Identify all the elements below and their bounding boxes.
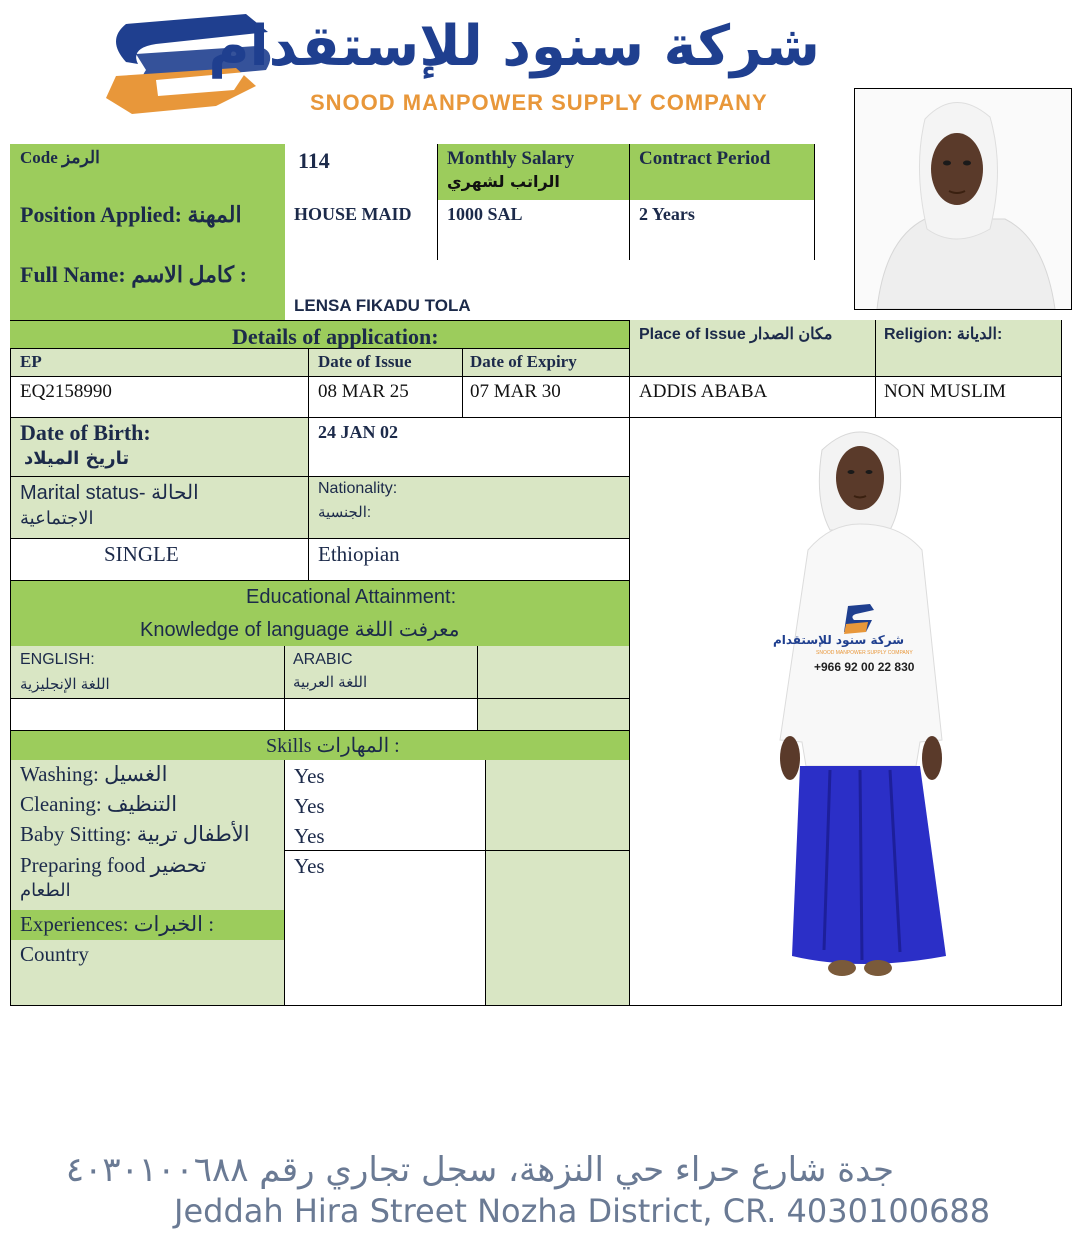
skill-preparing-food-value: Yes	[294, 854, 325, 878]
marital-label-arabic: الاجتماعية	[20, 508, 94, 528]
religion-label: Religion: الديانة:	[884, 326, 1003, 343]
contract-value: 2 Years	[639, 204, 695, 224]
expiry-date-label: Date of Expiry	[470, 352, 577, 371]
language-blank-right	[478, 698, 630, 730]
education-title: Educational Attainment:	[246, 586, 457, 608]
salary-value: 1000 SAL	[447, 204, 523, 224]
footer-address-english: Jeddah Hira Street Nozha District, CR. 4030100688	[174, 1192, 991, 1230]
dob-label: Date of Birth:	[20, 420, 151, 445]
skill-cleaning-value: Yes	[294, 794, 325, 818]
skill-preparing-food-label-arabic: الطعام	[20, 880, 71, 901]
ep-label: EP	[20, 352, 42, 371]
ep-value: EQ2158990	[20, 381, 112, 402]
position-label: Position Applied: المهنة	[20, 202, 242, 227]
skills-title: Skills المهارات :	[266, 735, 400, 757]
monthly-salary-label: Monthly Salary	[447, 148, 575, 169]
full-body-photo	[770, 420, 950, 1000]
skill-baby-sitting-value: Yes	[294, 824, 325, 848]
headshot-photo	[854, 88, 1072, 310]
issue-date-label: Date of Issue	[318, 352, 412, 371]
arabic-label-arabic: اللغة العربية	[293, 674, 368, 691]
company-name-arabic: شركة سنود للإستقدام	[208, 14, 820, 79]
place-issue-value: ADDIS ABABA	[639, 381, 768, 402]
nationality-label-arabic: الجنسية:	[318, 504, 372, 521]
shirt-phone: +966 92 00 22 830	[814, 660, 915, 674]
code-value: 114	[298, 148, 330, 173]
skill-washing-label: Washing: الغسيل	[20, 762, 168, 786]
skill-cleaning-label: Cleaning: التنظيف	[20, 792, 178, 816]
skill-baby-sitting-label: Baby Sitting: الأطفال تربية	[20, 822, 250, 846]
company-name-english: SNOOD MANPOWER SUPPLY COMPANY	[310, 90, 768, 115]
footer-address-arabic: جدة شارع حراء حي النزهة، سجل تجاري رقم ٤٠٣٠١٠٠٦٨٨	[65, 1150, 894, 1190]
language-title: Knowledge of language معرفت اللغة	[140, 619, 460, 641]
shirt-company-english: SNOOD MANPOWER SUPPLY COMPANY	[816, 650, 913, 656]
skills-right-column	[486, 760, 630, 1005]
arabic-label: ARABIC	[293, 651, 353, 668]
monthly-salary-label-arabic: الراتب لشهري	[447, 172, 560, 191]
experiences-label: Experiences: الخبرات :	[20, 912, 215, 936]
dob-label-arabic: تاريخ الميلاد	[24, 448, 130, 469]
skill-washing-value: Yes	[294, 764, 325, 788]
marital-label: Marital status- الحالة	[20, 482, 199, 504]
position-value: HOUSE MAID	[294, 204, 412, 224]
english-label: ENGLISH:	[20, 651, 95, 668]
contract-period-label: Contract Period	[639, 148, 771, 169]
dob-value: 24 JAN 02	[318, 422, 398, 442]
religion-value: NON MUSLIM	[884, 381, 1006, 402]
nationality-label: Nationality:	[318, 480, 398, 497]
issue-date-value: 08 MAR 25	[318, 381, 409, 402]
skill-preparing-food-label: Preparing food تحضير	[20, 853, 207, 877]
shirt-company-arabic: شركة سنود للإستقدام	[772, 633, 904, 647]
expiry-date-value: 07 MAR 30	[470, 381, 561, 402]
country-label: Country	[20, 942, 89, 966]
full-name-label: Full Name: كامل الاسم :	[20, 262, 247, 287]
code-label: Code الرمز	[20, 148, 100, 167]
full-name-value: LENSA FIKADU TOLA	[294, 296, 471, 315]
marital-value: SINGLE	[104, 542, 179, 566]
details-title: Details of application:	[232, 324, 439, 349]
place-issue-label: Place of Issue مكان الصدار	[639, 326, 833, 343]
english-label-arabic: اللغة الإنجليزية	[20, 676, 110, 693]
nationality-value: Ethiopian	[318, 542, 400, 566]
left-green-column-top	[10, 144, 285, 320]
